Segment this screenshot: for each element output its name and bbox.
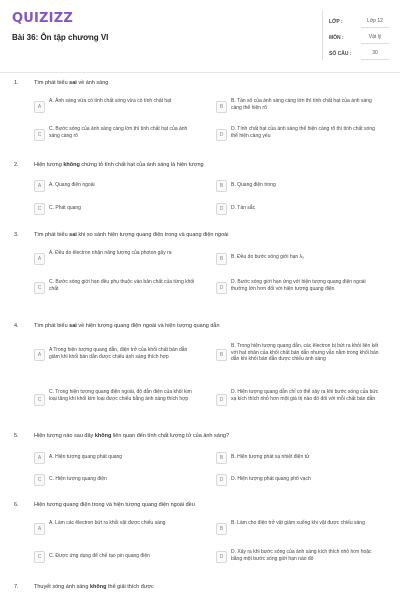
meta-label: SỐ CÂU : — [329, 51, 352, 57]
option-letter-badge: D — [216, 129, 227, 141]
option-text: D. Hiện tượng quang dẫn chỉ có thể xảy ra khi bước sóng của bức xạ kích thích nhỏ hơn một giá trị nào đó đối với mỗi chất bán dẫn — [231, 389, 379, 402]
quiz-title: Bài 36: Ôn tập chương VI — [12, 33, 109, 42]
question-number: 1. — [14, 80, 19, 86]
question-number: 7. — [14, 584, 19, 590]
question-text: Tìm phát biểu sai về hiện tượng quang điện ngoài và hiện tượng quang dẫn — [34, 323, 220, 329]
option-text: C. Hiện tượng quang điện — [49, 476, 107, 482]
emphasis-word: không — [89, 584, 107, 590]
option-text: D. Bước sóng giới hạn ứng với hiện tượng quang điện ngoài thường lớn hơn đối với hiện tượng quang điện — [231, 279, 366, 292]
option-text: B. Tần số của ánh sáng càng lớn thì tính chất hạt của ánh sáng càng thể hiện rõ — [231, 98, 372, 111]
question-text: Thuyết sóng ánh sáng không thể giải thích được — [34, 584, 154, 590]
option-text: B. Quang điện trong — [231, 182, 276, 188]
option-letter-badge: C — [34, 551, 45, 563]
option-letter-badge: A — [34, 101, 45, 113]
option-text: D. Xảy ra khi bước sóng của ánh sáng kích thích nhỏ hơn hoặc bằng một bước sóng giới hạn nào đó — [231, 549, 372, 562]
option-text: C. Được ứng dụng để chế tạo pin quang điện — [49, 553, 150, 559]
option-text: A. Đều do êlectron nhận năng lượng của photon gây ra — [49, 250, 172, 256]
option-text: C. Bước sóng của ánh sáng càng lớn thì tính chất hạt của ánh sáng càng rõ — [49, 126, 188, 139]
meta-box — [322, 10, 391, 60]
question-number: 2. — [14, 162, 19, 168]
meta-row-class — [329, 16, 391, 30]
option-text: C. Trong hiện tượng quang điện ngoài, độ dẫn điện của khối kim loại tăng khi khối kim loại được chiếu bằng ánh sáng thích hợp — [49, 389, 192, 402]
question-number: 4. — [14, 323, 19, 329]
emphasis-word: không — [94, 433, 112, 439]
option-letter-badge: B — [216, 452, 227, 464]
meta-row-subject — [329, 32, 391, 46]
meta-value: Lớp 12 — [361, 16, 389, 28]
option-text: A. Hiện tượng quang phát quang — [49, 454, 123, 460]
option-text: B. Làm cho điện trở vật giảm xuống khi vật được chiếu sáng — [231, 520, 365, 526]
question-number: 3. — [14, 232, 19, 238]
question-number: 5. — [14, 433, 19, 439]
emphasis-word: sai — [69, 232, 77, 238]
option-text: A. Quang điện ngoài — [49, 182, 95, 188]
quizizz-logo: QUIZIZZ — [12, 11, 73, 26]
option-letter-badge: D — [216, 203, 227, 215]
emphasis-word: sai — [69, 80, 77, 86]
meta-value: 30 — [361, 48, 389, 60]
meta-label: LỚP : — [329, 19, 343, 25]
option-text: B. Trong hiện tượng quang dẫn, các êlectron bị bứt ra khỏi liên kết với hạt nhân của khối chất bán dẫn nhưng vẫn nằm trong khối bán dẫn khi khối bán dẫn được chiếu ánh sáng — [231, 343, 379, 363]
option-letter-badge: D — [216, 474, 227, 486]
meta-label: MÔN : — [329, 35, 344, 41]
question-text: Hiện tượng không chứng tỏ tính chất hạt của ánh sáng là hiện tượng — [34, 162, 204, 168]
question-text: Hiện tượng nào sau đây không liên quan đến tính chất lượng tử của ánh sáng? — [34, 433, 230, 439]
header-divider — [0, 72, 400, 73]
option-text: A Trong hiện tượng quang dẫn, điện trở của khối chất bán dẫn giảm khi khối bán dẫn được chiếu ánh sáng thích hợp — [49, 347, 188, 360]
option-letter-badge: B — [216, 253, 227, 265]
option-letter-badge: A — [34, 523, 45, 535]
option-letter-badge: A — [34, 253, 45, 265]
option-text: A. Ánh sáng vừa có tính chất sóng vừa có tính chất hạt — [49, 98, 172, 104]
option-letter-badge: B — [216, 349, 227, 361]
option-text: C. Bước sóng giới hạn đều phụ thuộc vào bản chất của từng khối chất — [49, 279, 195, 292]
option-text: D. Hiện tượng phát quang phổ vạch — [231, 476, 311, 482]
worksheet-header — [0, 0, 400, 72]
option-letter-badge: A — [34, 349, 45, 361]
option-letter-badge: C — [34, 203, 45, 215]
option-text: A. Làm các êlectron bứt ra khỏi vật được chiếu sáng — [49, 520, 166, 526]
option-letter-badge: C — [34, 282, 45, 294]
option-letter-badge: C — [34, 474, 45, 486]
option-text: D. Tính chất hạt của ánh sáng thể hiện càng rõ thì tính chất sóng thể hiện càng yếu — [231, 126, 375, 139]
emphasis-word: sai — [69, 323, 77, 329]
meta-row-count — [329, 48, 391, 62]
option-text: C. Phát quang — [49, 205, 81, 211]
emphasis-word: không — [63, 162, 80, 168]
question-text: Tìm phát biểu sai khi so sánh hiện tượng quang điện trong và quang điện ngoài — [34, 232, 229, 238]
option-text: B. Hiện tượng phát xạ nhiệt điện tử — [231, 454, 310, 460]
option-text: B. Đều do bước sóng giới hạn λ₀ — [231, 254, 305, 260]
option-letter-badge: A — [34, 452, 45, 464]
option-letter-badge: C — [34, 394, 45, 406]
option-letter-badge: B — [216, 180, 227, 192]
question-number: 6. — [14, 502, 19, 508]
option-letter-badge: D — [216, 551, 227, 563]
option-letter-badge: C — [34, 129, 45, 141]
option-letter-badge: D — [216, 282, 227, 294]
option-text: D. Tán sắc — [231, 205, 256, 211]
question-text: Hiện tượng quang điện trong và hiện tượng quang điện ngoài đều — [34, 502, 195, 508]
meta-value: Vật lý — [361, 32, 389, 44]
question-text: Tìm phát biểu sai về ánh sáng — [34, 80, 109, 86]
option-letter-badge: D — [216, 394, 227, 406]
option-letter-badge: B — [216, 101, 227, 113]
option-letter-badge: B — [216, 523, 227, 535]
option-letter-badge: A — [34, 180, 45, 192]
